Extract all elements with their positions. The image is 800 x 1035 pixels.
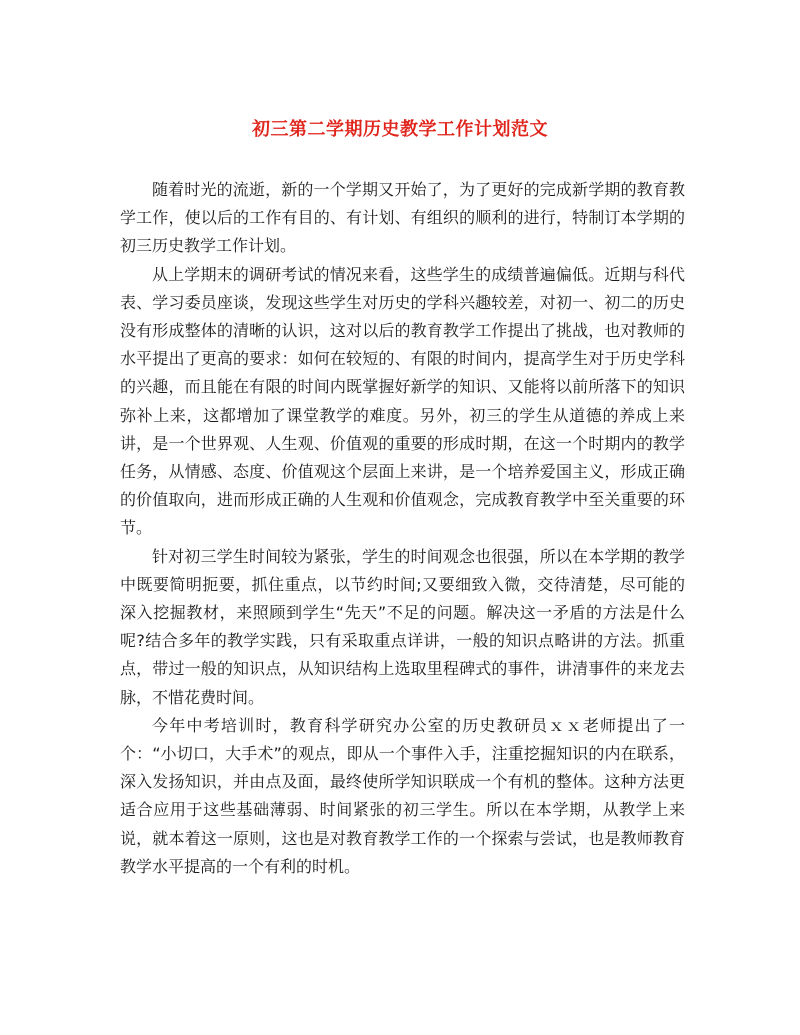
paragraph-1: 随着时光的流逝，新的一个学期又开始了，为了更好的完成新学期的教育教学工作，使以后的工作有目的、有计划、有组织的顺利的进行，特制订本学期的初三历史教学工作计划。 — [120, 180, 685, 256]
document-body — [120, 176, 685, 881]
paragraph-4: 今年中考培训时，教育科学研究办公室的历史教研员ｘｘ老师提出了一个：“小切口，大手术”的观点，即从一个事件入手，注重挖掘知识的内在联系，深入发扬知识，并由点及面，最终使所学知识联成一个有机的整体。这种方法更适合应用于这些基础薄弱、时间紧张的初三学生。所以在本学期，从教学上来说，就本着这一原则，这也是对教育教学工作的一个探索与尝试，也是教师教育教学水平提高的一个有利的时机。 — [120, 715, 685, 876]
paragraph-3: 针对初三学生时间较为紧张，学生的时间观念也很强，所以在本学期的教学中既要简明扼要，抓住重点，以节约时间;又要细致入微，交待清楚，尽可能的深入挖掘教材，来照顾到学生“先天”不足的问题。解决这一矛盾的方法是什么呢?结合多年的教学实践，只有采取重点详讲，一般的知识点略讲的方法。抓重点，带过一般的知识点，从知识结构上选取里程碑式的事件，讲清事件的来龙去脉，不惜花费时间。 — [120, 546, 685, 707]
document-title: 初三第二学期历史教学工作计划范文 — [252, 119, 548, 140]
paragraph-2: 从上学期末的调研考试的情况来看，这些学生的成绩普遍偏低。近期与科代表、学习委员座谈，发现这些学生对历史的学科兴趣较差，对初一、初二的历史没有形成整体的清晰的认识，这对以后的教育教学工作提出了挑战，也对教师的水平提出了更高的要求：如何在较短的、有限的时间内，提高学生对于历史学科的兴趣，而且能在有限的时间内既掌握好新学的知识、又能将以前所落下的知识弥补上来，这都增加了课堂教学的难度。另外，初三的学生从道德的养成上来讲，是一个世界观、人生观、价值观的重要的形成时期，在这一个时期内的教学任务，从情感、态度、价值观这个层面上来讲，是一个培养爱国主义，形成正确的价值取向，进而形成正确的人生观和价值观念，完成教育教学中至关重要的环节。 — [120, 264, 685, 538]
